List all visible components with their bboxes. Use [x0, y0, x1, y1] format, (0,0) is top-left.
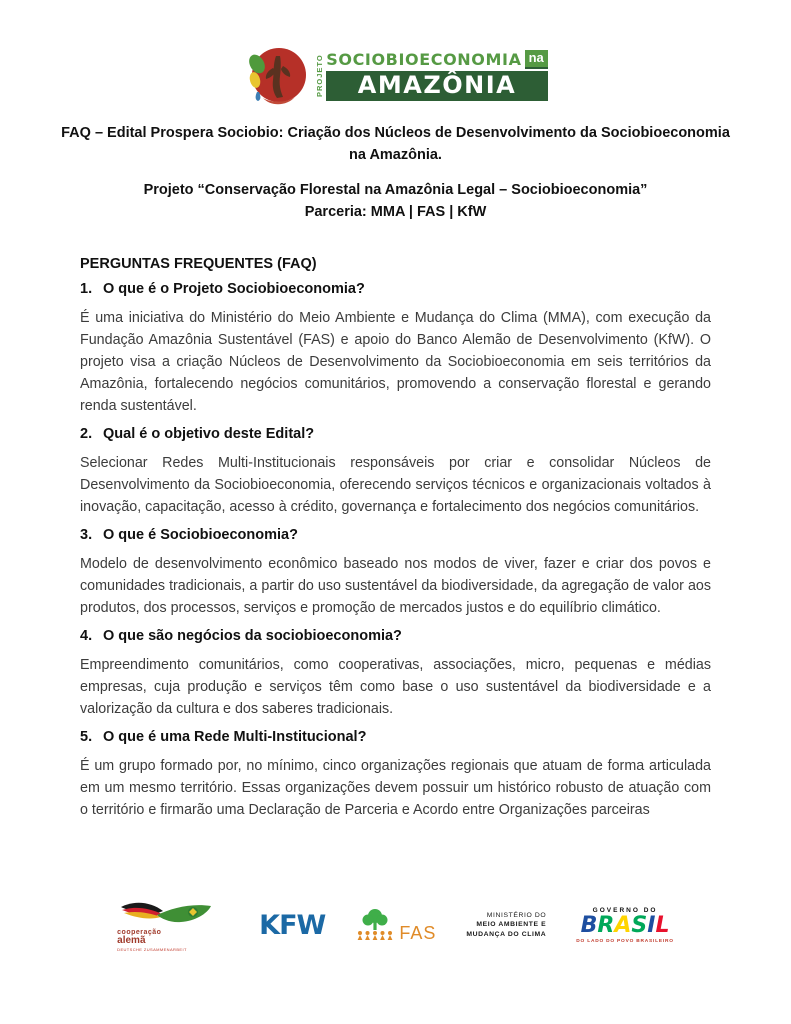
coop-label-line1: cooperação [117, 929, 162, 936]
ministry-environment-logo [466, 911, 546, 940]
mma-line3: MUDANÇA DO CLIMA [466, 930, 547, 938]
faq-question [80, 281, 711, 297]
faq-answer: Empreendimento comunitários, como cooperativas, associações, micro, pequenas e médias empresas, cuja produção e serviços têm como base o uso sustentável da biodiversidade e a valorização da cultura e dos saberes tradicionais. [80, 657, 711, 717]
brasil-logo-bottom-label: DO LADO DO POVO BRASILEIRO [576, 938, 674, 944]
question-number: 3. [80, 527, 93, 543]
coop-label-line2: alemã [117, 935, 146, 946]
question-text: O que é o Projeto Sociobioeconomia? [103, 281, 365, 297]
coop-label-line3: DEUTSCHE ZUSAMMENARBEIT [117, 947, 187, 952]
brasil-logo-wordmark: BRASIL [580, 912, 670, 938]
faq-question [80, 628, 711, 644]
sociobioeconomia-logo [243, 42, 547, 108]
faq-answer: É uma iniciativa do Ministério do Meio Ambiente e Mudança do Clima (MMA), com execução da Fundação Amazônia Sustentável (FAS) e apoio do Banco Alemão de Desenvolvimento (KfW). O projeto visa a criação Núcleos de Desenvolvimento da Sociobioeconomia em seis territórios da Amazônia, fortalecendo negócios comunitários, promovendo a conservação florestal e gerando renda sustentável. [80, 310, 711, 414]
document-title-line1: FAQ – Edital Prospera Sociobio: Criação dos Núcleos de Desenvolvimento da Sociobioeconomia [61, 125, 730, 141]
partnership-line: Parceria: MMA | FAS | KfW [304, 204, 487, 220]
question-text: O que é Sociobioeconomia? [103, 527, 298, 543]
document-body [0, 256, 791, 821]
faq-question [80, 426, 711, 442]
faq-item-2 [80, 426, 711, 518]
sociobioeconomia-emblem-icon [243, 42, 309, 108]
question-text: O que são negócios da sociobioeconomia? [103, 628, 402, 644]
faq-answer: Selecionar Redes Multi-Institucionais responsáveis por criar e consolidar Núcleos de Desenvolvimento da Sociobioeconomia, oferecendo serviços técnicos e organizacionais voltados à inovação, capacitação, acesso à crédito, governança e fortalecimento dos negócios comunitários. [80, 455, 711, 515]
question-number: 2. [80, 426, 93, 442]
faq-section-heading: PERGUNTAS FREQUENTES (FAQ) [80, 256, 317, 272]
german-cooperation-ribbon-icon [117, 898, 223, 928]
faq-question [80, 527, 711, 543]
brasil-logo-top-label: GOVERNO DO [592, 906, 658, 914]
faq-answer: É um grupo formado por, no mínimo, cinco organizações regionais que atuam de forma articulada em um mesmo território. Essas organizações devem possuir um histórico robusto de atuação com o território e firmarão uma Declaração de Parceria e Acordo entre Organizações parceiras [80, 758, 711, 818]
mma-line2: MEIO AMBIENTE E [476, 921, 547, 929]
question-number: 4. [80, 628, 93, 644]
mma-line1: MINISTÉRIO DO [486, 911, 547, 919]
logo-na-label: na [525, 50, 548, 69]
german-cooperation-logo [117, 898, 229, 952]
question-number: 5. [80, 729, 93, 745]
question-text: O que é uma Rede Multi-Institucional? [103, 729, 367, 745]
document-subtitle [0, 179, 791, 223]
faq-question [80, 729, 711, 745]
fas-label: FAS [399, 923, 437, 943]
partner-logos-footer [0, 898, 791, 952]
faq-answer: Modelo de desenvolvimento econômico baseado nos modos de viver, fazer e criar dos povos e comunidades tradicionais, a partir do uso sustentável da biodiversidade, da agregação de valor aos produtos, dos processos, serviços e promoção de mercados justos e do equilíbrio climático. [80, 556, 711, 616]
logo-sociobioeconomia-label: SOCIOBIOECONOMIA [326, 49, 522, 69]
header-logo [0, 0, 791, 108]
question-number: 1. [80, 281, 93, 297]
kfw-logo: KFW [259, 909, 326, 941]
faq-item-3 [80, 527, 711, 619]
fas-tree-icon [355, 907, 395, 943]
project-name: Projeto “Conservação Florestal na Amazônia Legal – Sociobioeconomia” [143, 182, 648, 198]
faq-item-4 [80, 628, 711, 720]
document-title [0, 122, 791, 166]
faq-item-1 [80, 281, 711, 417]
document-title-line2: na Amazônia. [349, 147, 442, 163]
faq-item-5 [80, 729, 711, 821]
governo-do-brasil-logo [576, 907, 674, 944]
fas-logo [355, 907, 436, 943]
question-text: Qual é o objetivo deste Edital? [103, 426, 315, 442]
logo-projeto-label: PROJETO [315, 53, 325, 97]
logo-amazonia-label: AMAZÔNIA [326, 71, 547, 101]
